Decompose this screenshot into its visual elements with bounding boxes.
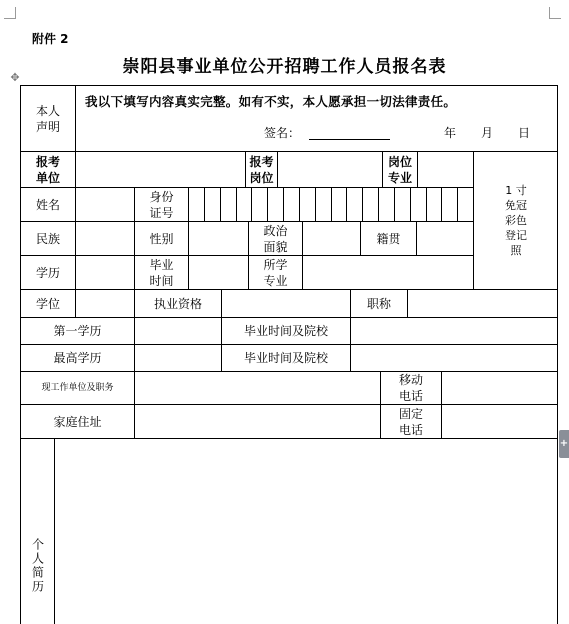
id-digit-divider bbox=[283, 187, 284, 221]
highest-grad-time-school-field[interactable] bbox=[350, 344, 558, 371]
gender-label: 性别 bbox=[134, 221, 188, 255]
major-studied-field[interactable] bbox=[302, 255, 473, 289]
id-digit-divider bbox=[346, 187, 347, 221]
id-digit-divider bbox=[362, 187, 363, 221]
graduation-time-field[interactable] bbox=[188, 255, 248, 289]
resume-field[interactable] bbox=[54, 438, 558, 624]
table-move-handle-icon[interactable]: ✥ bbox=[10, 71, 20, 84]
current-work-label: 现工作单位及职务 bbox=[20, 371, 134, 404]
native-place-label: 籍贯 bbox=[360, 221, 416, 255]
id-digit-divider bbox=[457, 187, 458, 221]
mobile-phone-field[interactable] bbox=[441, 371, 558, 404]
title-field[interactable] bbox=[407, 289, 558, 317]
current-work-field[interactable] bbox=[134, 371, 380, 404]
first-education-field[interactable] bbox=[134, 317, 221, 344]
apply-unit-label: 报考 单位 bbox=[20, 151, 75, 187]
native-place-field[interactable] bbox=[416, 221, 473, 255]
name-label: 姓名 bbox=[20, 187, 75, 221]
id-digit-divider bbox=[220, 187, 221, 221]
political-status-label: 政治 面貌 bbox=[248, 221, 302, 255]
qualification-field[interactable] bbox=[221, 289, 350, 317]
signature-field[interactable] bbox=[309, 139, 390, 140]
apply-post-field[interactable] bbox=[277, 151, 382, 187]
highest-education-field[interactable] bbox=[134, 344, 221, 371]
id-digit-divider bbox=[251, 187, 252, 221]
highest-education-label: 最高学历 bbox=[20, 344, 134, 371]
resume-label-cell bbox=[20, 438, 54, 624]
mobile-phone-label: 移动 电话 bbox=[380, 371, 441, 404]
id-digit-divider bbox=[394, 187, 395, 221]
landline-phone-label: 固定 电话 bbox=[380, 404, 441, 438]
apply-post-label: 报考 岗位 bbox=[245, 151, 277, 187]
post-major-label: 岗位 专业 bbox=[382, 151, 417, 187]
first-grad-time-school-label: 毕业时间及院校 bbox=[221, 317, 350, 344]
post-major-field[interactable] bbox=[417, 151, 473, 187]
id-digit-divider bbox=[426, 187, 427, 221]
id-digit-divider bbox=[331, 187, 332, 221]
ethnicity-field[interactable] bbox=[75, 221, 134, 255]
document-title: 崇阳县事业单位公开招聘工作人员报名表 bbox=[122, 57, 447, 77]
id-digit-divider bbox=[267, 187, 268, 221]
declaration-label: 本人 声明 bbox=[20, 85, 75, 151]
degree-label: 学位 bbox=[20, 289, 75, 317]
degree-field[interactable] bbox=[75, 289, 134, 317]
qualification-label: 执业资格 bbox=[134, 289, 221, 317]
signature-label: 签名： bbox=[264, 126, 301, 140]
first-education-label: 第一学历 bbox=[20, 317, 134, 344]
id-digit-divider bbox=[441, 187, 442, 221]
landline-phone-field[interactable] bbox=[441, 404, 558, 438]
id-digit-divider bbox=[410, 187, 411, 221]
id-digit-divider bbox=[378, 187, 379, 221]
highest-grad-time-school-label: 毕业时间及院校 bbox=[221, 344, 350, 371]
title-label: 职称 bbox=[350, 289, 407, 317]
date-year-label: 年 bbox=[444, 126, 457, 140]
major-studied-label: 所学 专业 bbox=[248, 255, 302, 289]
id-number-label: 身份 证号 bbox=[134, 187, 188, 221]
date-month-label: 月 bbox=[481, 126, 494, 140]
expand-panel-icon[interactable]: + bbox=[559, 430, 569, 458]
education-field[interactable] bbox=[75, 255, 134, 289]
id-digit-divider bbox=[236, 187, 237, 221]
first-grad-time-school-field[interactable] bbox=[350, 317, 558, 344]
gender-field[interactable] bbox=[188, 221, 248, 255]
attachment-label: 附件 2 bbox=[32, 32, 69, 46]
home-address-label: 家庭住址 bbox=[20, 404, 134, 438]
id-digit-divider bbox=[315, 187, 316, 221]
education-label: 学历 bbox=[20, 255, 75, 289]
ethnicity-label: 民族 bbox=[20, 221, 75, 255]
table-right-border bbox=[557, 85, 558, 624]
apply-unit-field[interactable] bbox=[75, 151, 245, 187]
name-field[interactable] bbox=[75, 187, 134, 221]
date-day-label: 日 bbox=[518, 126, 531, 140]
photo-placeholder[interactable]: 1 寸 免冠 彩色 登记 照 bbox=[473, 151, 558, 289]
declaration-text: 我以下填写内容真实完整。如有不实，本人愿承担一切法律责任。 bbox=[85, 94, 457, 109]
graduation-time-label: 毕业 时间 bbox=[134, 255, 188, 289]
political-status-field[interactable] bbox=[302, 221, 360, 255]
id-digit-divider bbox=[299, 187, 300, 221]
home-address-field[interactable] bbox=[134, 404, 380, 438]
id-digit-divider bbox=[204, 187, 205, 221]
resume-label: 个人简历 bbox=[30, 538, 45, 594]
